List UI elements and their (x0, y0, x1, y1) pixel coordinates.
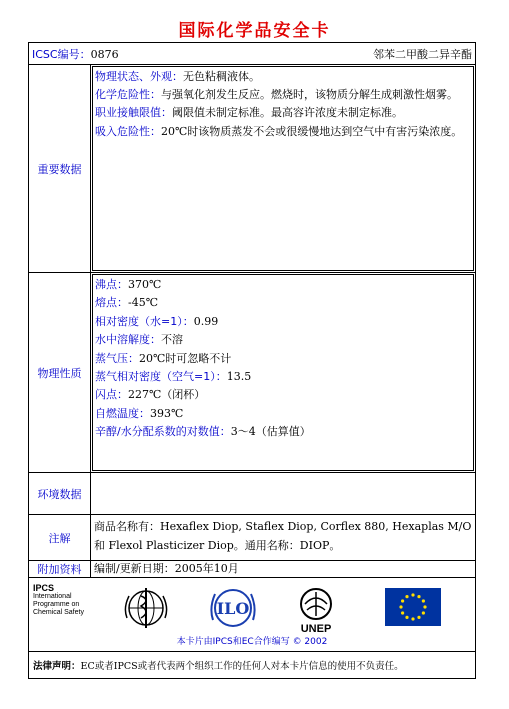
property-item: 熔点：-45℃ (95, 296, 159, 310)
notes-row (29, 515, 475, 561)
eu-star-icon (417, 595, 420, 598)
environmental-data-label: 环境数据 (29, 473, 91, 514)
eu-flag-icon (385, 588, 441, 626)
physical-properties-list (92, 274, 474, 471)
property-item: 辛醇/水分配系数的对数值：3～4（估算值） (95, 425, 311, 439)
additional-info-label: 附加资料 (29, 561, 91, 577)
eu-star-icon (411, 593, 414, 596)
safety-card (28, 42, 476, 679)
property-item: 蒸气压：20℃时可忽略不计 (95, 351, 232, 365)
eu-star-icon (401, 599, 404, 602)
key-data-item: 吸入危险性：20℃时该物质蒸发不会或很缓慢地达到空气中有害污染浓度。 (95, 124, 463, 138)
notes-value: 商品名称有：Hexaflex Diop, Staflex Diop, Corflex 880, Hexaplas M/O和 Flexol Plasticizer Diop。通用名称：DIOP。 (94, 520, 472, 552)
key-data-list (92, 66, 474, 271)
environmental-data-value (91, 473, 475, 514)
environmental-data-row (29, 473, 475, 515)
chemical-name: 邻苯二甲酸二异辛酯 (373, 47, 472, 61)
key-data-item: 化学危险性：与强氧化剂发生反应。燃烧时，该物质分解生成刺激性烟雾。 (95, 88, 458, 102)
notes-label: 注解 (29, 515, 91, 560)
card-title: 国际化学品安全卡 (178, 21, 331, 41)
eu-star-icon (411, 617, 414, 620)
ilo-emblem-icon (207, 584, 259, 632)
physical-properties-label: 物理性质 (29, 273, 91, 472)
property-item: 闪点：227℃（闭杯） (95, 388, 206, 402)
property-item: 沸点：370℃ (95, 278, 162, 291)
additional-info-row (29, 561, 475, 578)
key-data-item: 职业接触限值：阈限值未制定标准。最高容许浓度未制定标准。 (95, 106, 403, 120)
property-item: 水中溶解度：不溶 (95, 333, 183, 347)
physical-properties-row (29, 273, 475, 473)
svg-text:UNEP: UNEP (300, 623, 332, 635)
eu-star-icon (405, 616, 408, 619)
eu-star-icon (401, 611, 404, 614)
property-item: 相对密度（水=1）：0.99 (95, 314, 219, 328)
icsc-row (29, 43, 475, 65)
icsc-number: 0876 (90, 47, 119, 61)
who-emblem-icon (121, 584, 171, 632)
legal-label: 法律声明： (33, 661, 81, 672)
legal-text: EC或者IPCS或者代表两个组织工作的任何人对本卡片信息的使用不负责任。 (80, 661, 404, 672)
eu-star-icon (399, 605, 402, 608)
additional-info-value: 编制/更新日期：2005年10月 (94, 562, 239, 575)
icsc-label: ICSC编号： (32, 47, 91, 61)
eu-star-icon (422, 611, 425, 614)
eu-star-icon (405, 595, 408, 598)
coedited-note: 本卡片由IPCS和EC合作编写 © 2002 (176, 637, 328, 647)
property-item: 自燃温度：393℃ (95, 406, 184, 420)
key-data-item: 物理状态、外观：无色粘稠液体。 (95, 70, 260, 83)
svg-text:ILO: ILO (216, 599, 250, 618)
key-data-row (29, 65, 475, 273)
property-item: 蒸气相对密度（空气=1）：13.5 (95, 370, 252, 384)
unep-emblem-icon (291, 584, 341, 640)
organizations-row (29, 578, 475, 652)
eu-star-icon (423, 605, 426, 608)
legal-notice-row (29, 652, 475, 678)
ipcs-logo: IPCS International Programme on Chemical Safety (33, 583, 84, 616)
eu-star-icon (422, 599, 425, 602)
eu-star-icon (417, 616, 420, 619)
key-data-label: 重要数据 (29, 65, 91, 272)
